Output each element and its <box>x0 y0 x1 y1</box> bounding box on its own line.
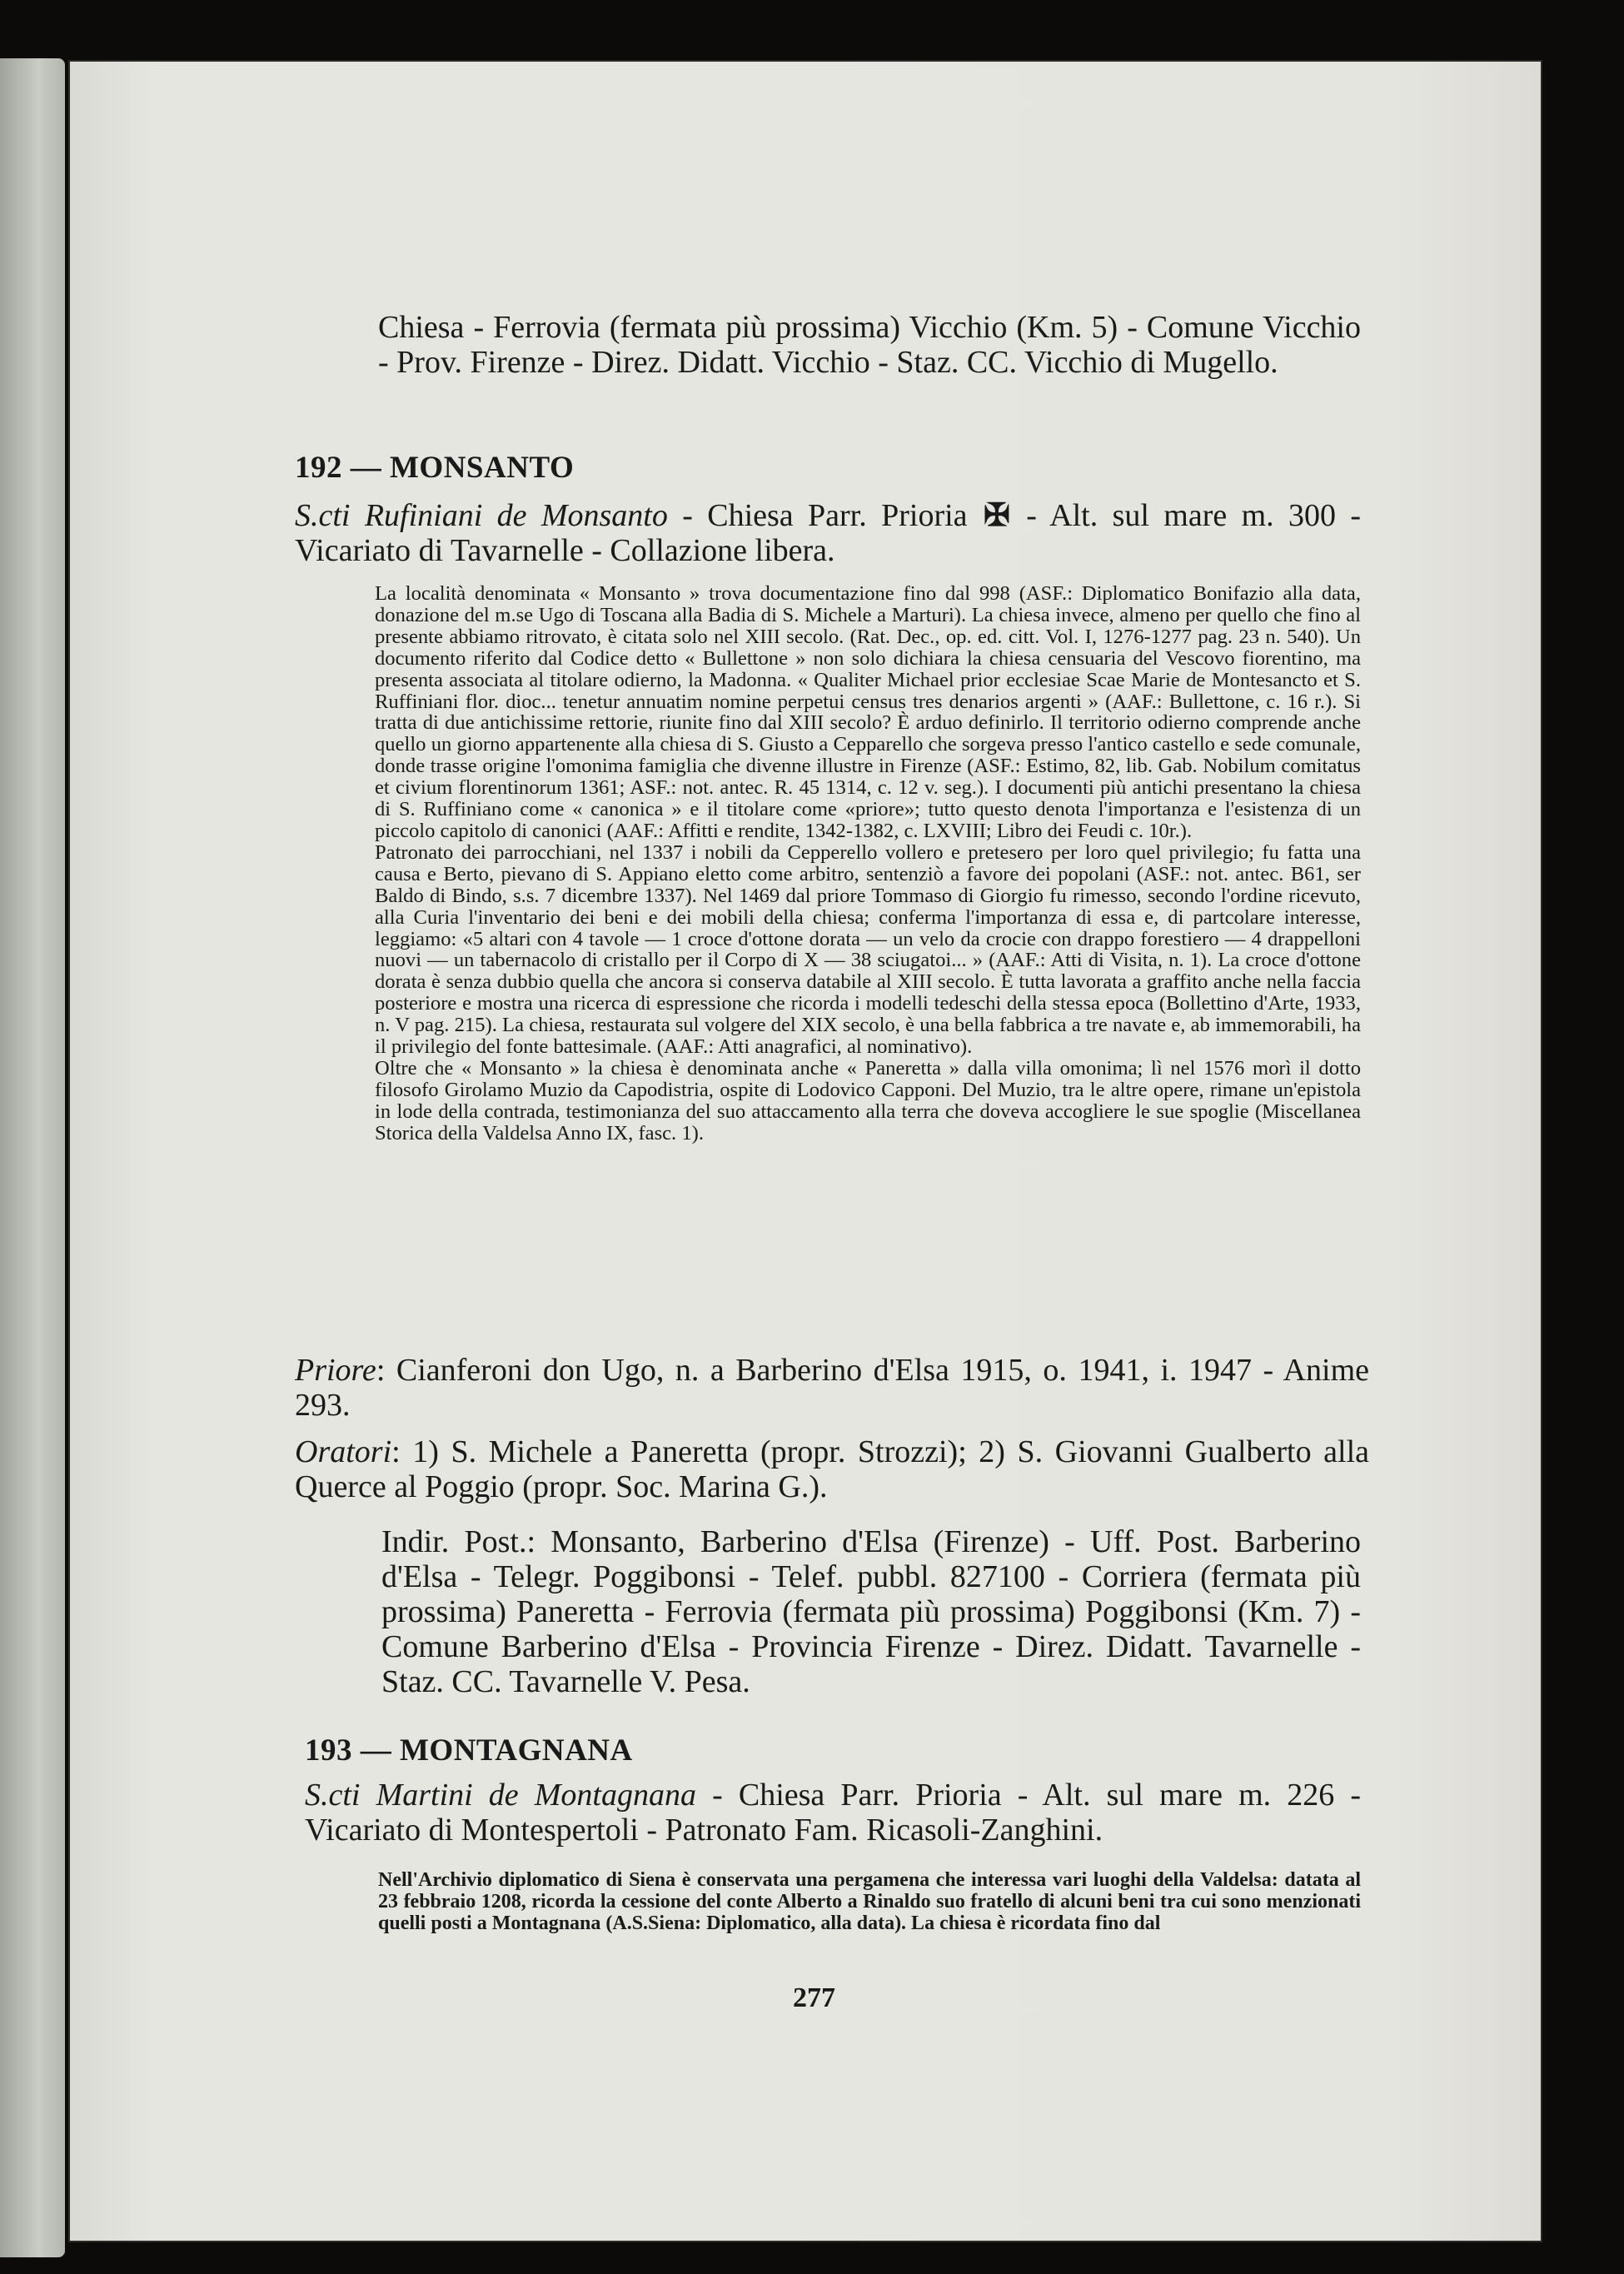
church-name-193: S.cti Martini de Montagnana <box>305 1778 696 1813</box>
book-page <box>68 60 1542 2242</box>
history-para-193: Nell'Archivio diplomatico di Siena è conservata una pergamena che interessa vari luoghi della Valdelsa: datata al 23 febbraio 1208, ricorda la cessione del conte Alberto a Rinaldo suo fratello di alcuni beni tra cui sono menzionati quelli posti a Montagnana (A.S.Siena: Diplomatico, alla data). La chiesa è ricordata fino dal <box>378 1869 1361 1934</box>
cross-icon: ✠ <box>983 498 1010 533</box>
entry-heading-193: 193 — MONTAGNANA <box>305 1733 633 1768</box>
entry-heading-192: 192 — MONSANTO <box>295 451 575 485</box>
intro-text: Chiesa - Ferrovia (fermata più prossima) Vicchio (Km. 5) - Comune Vicchio - Prov. Firenze - Direz. Didatt. Vicchio - Staz. CC. Vicchio di Mugello. <box>378 310 1361 380</box>
oratori-label: Oratori <box>295 1434 392 1469</box>
entry-title-193 <box>305 1778 1361 1848</box>
oratori-text: : 1) S. Michele a Paneretta (propr. Strozzi); 2) S. Giovanni Gualberto alla Querce al Poggio (propr. Soc. Marina G.). <box>295 1434 1369 1504</box>
priore-text: : Cianferoni don Ugo, n. a Barberino d'Elsa 1915, o. 1941, i. 1947 - Anime 293. <box>295 1353 1369 1423</box>
history-notes-192 <box>375 583 1361 1144</box>
postal-address-192 <box>381 1524 1361 1699</box>
title-rest-a-192: - Chiesa Parr. Prioria <box>667 498 982 533</box>
postal-address-text: Indir. Post.: Monsanto, Barberino d'Elsa (Firenze) - Uff. Post. Barberino d'Elsa - Telegr. Poggibonsi - Telef. pubbl. 827100 - Corriera (fermata più prossima) Paneretta - Ferrovia (fermata più prossima) Poggibonsi (Km. 7) - Comune Barberino d'Elsa - Provincia Firenze - Direz. Didatt. Tavarnelle - Staz. CC. Tavarnelle V. Pesa. <box>381 1524 1361 1699</box>
priore-section <box>295 1353 1369 1423</box>
title-rest-193: - Chiesa Parr. Prioria - Alt. sul mare m. 226 - Vicariato di Montespertoli - Patronato Fam. Ricasoli-Zanghini. <box>305 1778 1361 1848</box>
intro-paragraph <box>378 310 1361 380</box>
history-notes-193 <box>378 1869 1361 1934</box>
entry-title-192 <box>295 498 1361 568</box>
oratori-section <box>295 1434 1369 1504</box>
title-rest-b-192: - Alt. sul mare m. 300 - Vicariato di Tavarnelle - Collazione libera. <box>295 498 1362 568</box>
left-page-edge <box>0 58 65 2257</box>
history-para-2: Patronato dei parrocchiani, nel 1337 i nobili da Cepperello vollero e pretesero per loro quel privilegio; fu fatta una causa e Berto, pievano di S. Appiano eletto come arbitro, sentenziò a favore dei popolani (ASF.: not. antec. B61, ser Baldo di Bindo, s.s. 7 dicembre 1337). Nel 1469 dal priore Tommaso di Giorgio fu rimesso, secondo l'ordine ricevuto, alla Curia l'inventario dei beni e dei mobili della chiesa; conferma l'importanza di essa e, di partcolare interesse, leggiamo: «5 altari con 4 tavole — 1 croce d'ottone dorata — un velo da crocie con drappo forestiero — 4 drappelloni nuovi — un tabernacolo di cristallo per il Corpo di X — 38 sciugatoi... » (AAF.: Atti di Visita, n. 1). La croce d'ottone dorata è senza dubbio quella che ancora si conserva databile al XIII secolo. È tutta lavorata a graffito anche nella faccia posteriore e mostra una ricerca di espressione che ricorda i modelli tedeschi della stessa epoca (Bollettino d'Arte, 1933, n. V pag. 215). La chiesa, restaurata sul volgere del XIX secolo, è una bella fabbrica a tre navate e, ab immemorabili, ha il privilegio del fonte battesimale. (AAF.: Atti anagrafici, al nominativo). <box>375 840 1361 1059</box>
history-para-3: Oltre che « Monsanto » la chiesa è denominata anche « Paneretta » dalla villa omonima; lì nel 1576 morì il dotto filosofo Girolamo Muzio da Capodistria, ospite di Lodovico Capponi. Del Muzio, tra le altre opere, rimane un'epistola in lode della contrada, testimonianza del suo attaccamento alla terra che doveva accogliere le sue spoglie (Miscellanea Storica della Valdelsa Anno IX, fasc. 1). <box>375 1056 1361 1144</box>
priore-label: Priore <box>295 1353 376 1388</box>
church-name-192: S.cti Rufiniani de Monsanto <box>295 498 668 533</box>
page-number: 277 <box>793 1982 835 2013</box>
history-para-1: La località denominata « Monsanto » trova documentazione fino dal 998 (ASF.: Diplomatico Bonifazio alla data, donazione del m.se Ugo di Toscana alla Badia di S. Michele a Marturi). La chiesa invece, almeno per quello che fino al presente abbiamo ritrovato, è citata solo nel XIII secolo. (Rat. Dec., op. ed. citt. Vol. I, 1276-1277 pag. 23 n. 540). Un documento riferito dal Codice detto « Bullettone » non solo dichiara la chiesa censuaria del Vescovo fiorentino, ma presenta associata al titolare odierno, la Madonna. « Qualiter Michael prior ecclesiae Scae Marie de Montesancto et S. Ruffiniani flor. dioc... tenetur annuatim nomine perpetui census tres denarios argenti » (AAF.: Bullettone, c. 16 r.). Si tratta di due antichissime rettorie, riunite fino dal XIII secolo? È arduo definirlo. Il territorio odierno comprende anche quello un giorno appartenente alla chiesa di S. Giusto a Cepparello che sorgeva presso l'antico castello e sede comunale, donde trasse origine l'omonima famiglia che divenne illustre in Firenze (ASF.: Estimo, 82, lib. Gab. Nobilum comitatus et civium florentinorum 1361; ASF.: not. antec. R. 45 1314, c. 12 v. seg.). I documenti più antichi presentano la chiesa di S. Ruffiniano come « canonica » e il titolare come «priore»; tutto questo denota l'importanza e l'esistenza di un piccolo capitolo di canonici (AAF.: Affitti e rendite, 1342-1382, c. LXVIII; Libro dei Feudi c. 10r.). <box>375 582 1361 842</box>
